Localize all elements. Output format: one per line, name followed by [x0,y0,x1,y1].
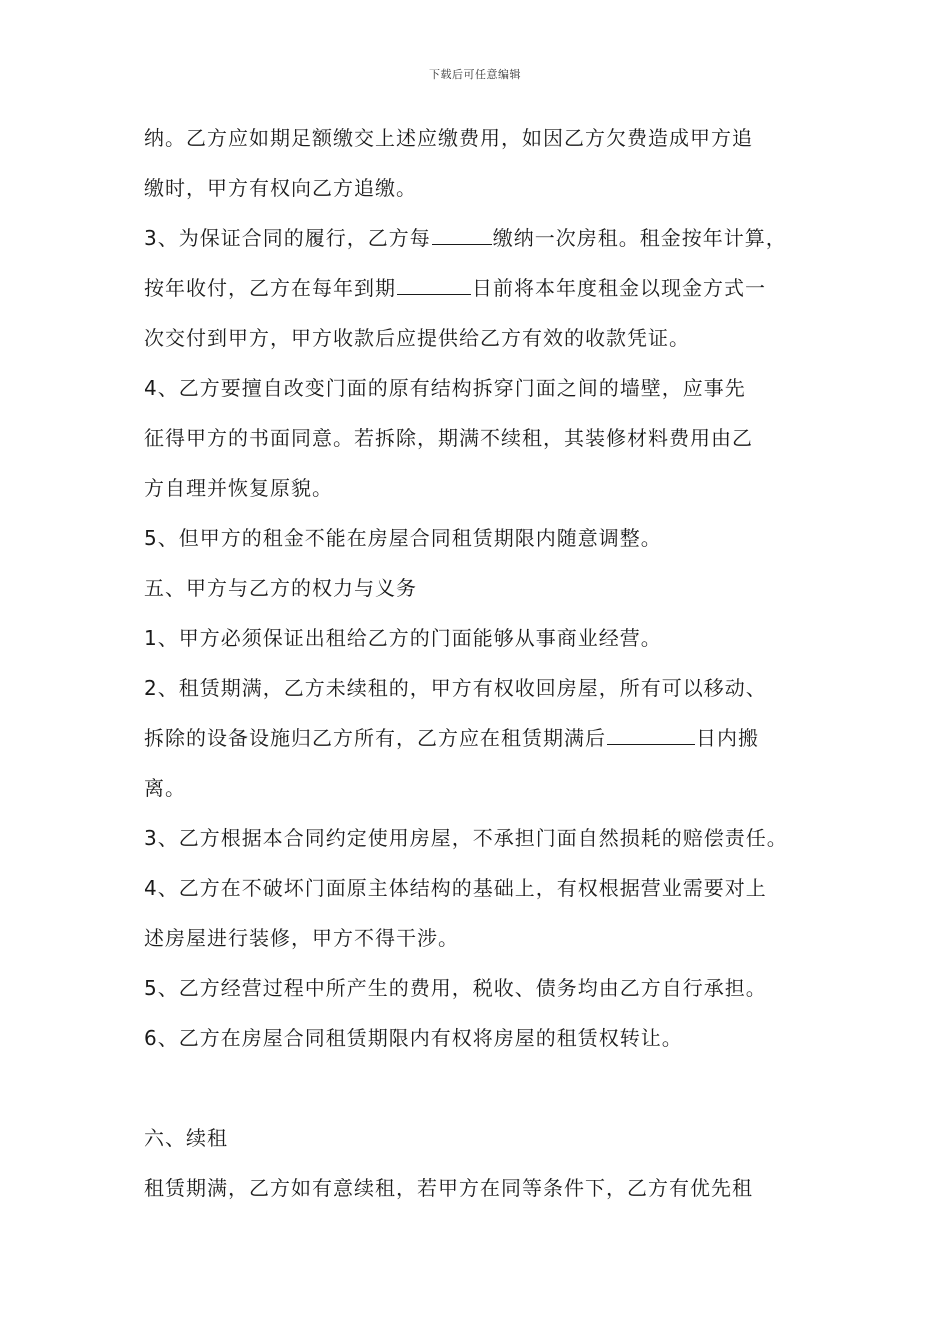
line-text: 租赁期满，乙方如有意续租，若甲方在同等条件下，乙方有优先租 [144,1176,753,1200]
line-text: 日内搬 [696,726,759,750]
text-line [144,224,787,252]
fill-in-blank [432,224,492,245]
line-text: 离。 [144,776,186,800]
text-line [144,874,767,902]
line-text: 4、乙方在不破坏门面原主体结构的基础上，有权根据营业需要对上 [144,876,767,900]
line-text: 五、甲方与乙方的权力与义务 [144,576,417,600]
text-line [144,374,746,402]
line-text: 拆除的设备设施归乙方所有，乙方应在租赁期满后 [144,726,606,750]
text-line [144,674,767,702]
text-line [144,624,662,652]
text-line [144,524,662,552]
line-text: 按年收付，乙方在每年到期 [144,276,396,300]
text-line [144,174,417,202]
text-line [144,924,459,952]
line-text: 5、但甲方的租金不能在房屋合同租赁期限内随意调整。 [144,526,662,550]
fill-in-blank [397,274,471,295]
section-heading [144,574,417,602]
text-line [144,324,690,352]
line-text: 1、甲方必须保证出租给乙方的门面能够从事商业经营。 [144,626,662,650]
line-text: 6、乙方在房屋合同租赁期限内有权将房屋的租赁权转让。 [144,1026,683,1050]
line-text: 2、租赁期满，乙方未续租的，甲方有权收回房屋，所有可以移动、 [144,676,767,700]
line-text: 4、乙方要擅自改变门面的原有结构拆穿门面之间的墙壁，应事先 [144,376,746,400]
line-text: 纳。乙方应如期足额缴交上述应缴费用，如因乙方欠费造成甲方追 [144,126,753,150]
text-line [144,424,753,452]
section-heading [144,1124,228,1152]
line-text: 次交付到甲方，甲方收款后应提供给乙方有效的收款凭证。 [144,326,690,350]
line-text: 3、为保证合同的履行，乙方每 [144,226,431,250]
line-text: 六、续租 [144,1126,228,1150]
line-text: 缴时，甲方有权向乙方追缴。 [144,176,417,200]
text-line [144,974,767,1002]
text-line [144,724,759,752]
text-line [144,1024,683,1052]
text-line [144,274,766,302]
fill-in-blank [607,724,695,745]
line-text: 5、乙方经营过程中所产生的费用，税收、债务均由乙方自行承担。 [144,976,767,1000]
page-header: 下载后可任意编辑 [429,68,521,81]
text-line [144,124,753,152]
line-text: 日前将本年度租金以现金方式一 [472,276,766,300]
line-text: 3、乙方根据本合同约定使用房屋，不承担门面自然损耗的赔偿责任。 [144,826,788,850]
line-text: 述房屋进行装修，甲方不得干涉。 [144,926,459,950]
line-text: 方自理并恢复原貌。 [144,476,333,500]
line-text: 征得甲方的书面同意。若拆除，期满不续租，其装修材料费用由乙 [144,426,753,450]
text-line [144,474,333,502]
text-line [144,824,788,852]
line-text: 缴纳一次房租。租金按年计算， [492,226,787,250]
text-line [144,774,186,802]
text-line [144,1174,753,1202]
